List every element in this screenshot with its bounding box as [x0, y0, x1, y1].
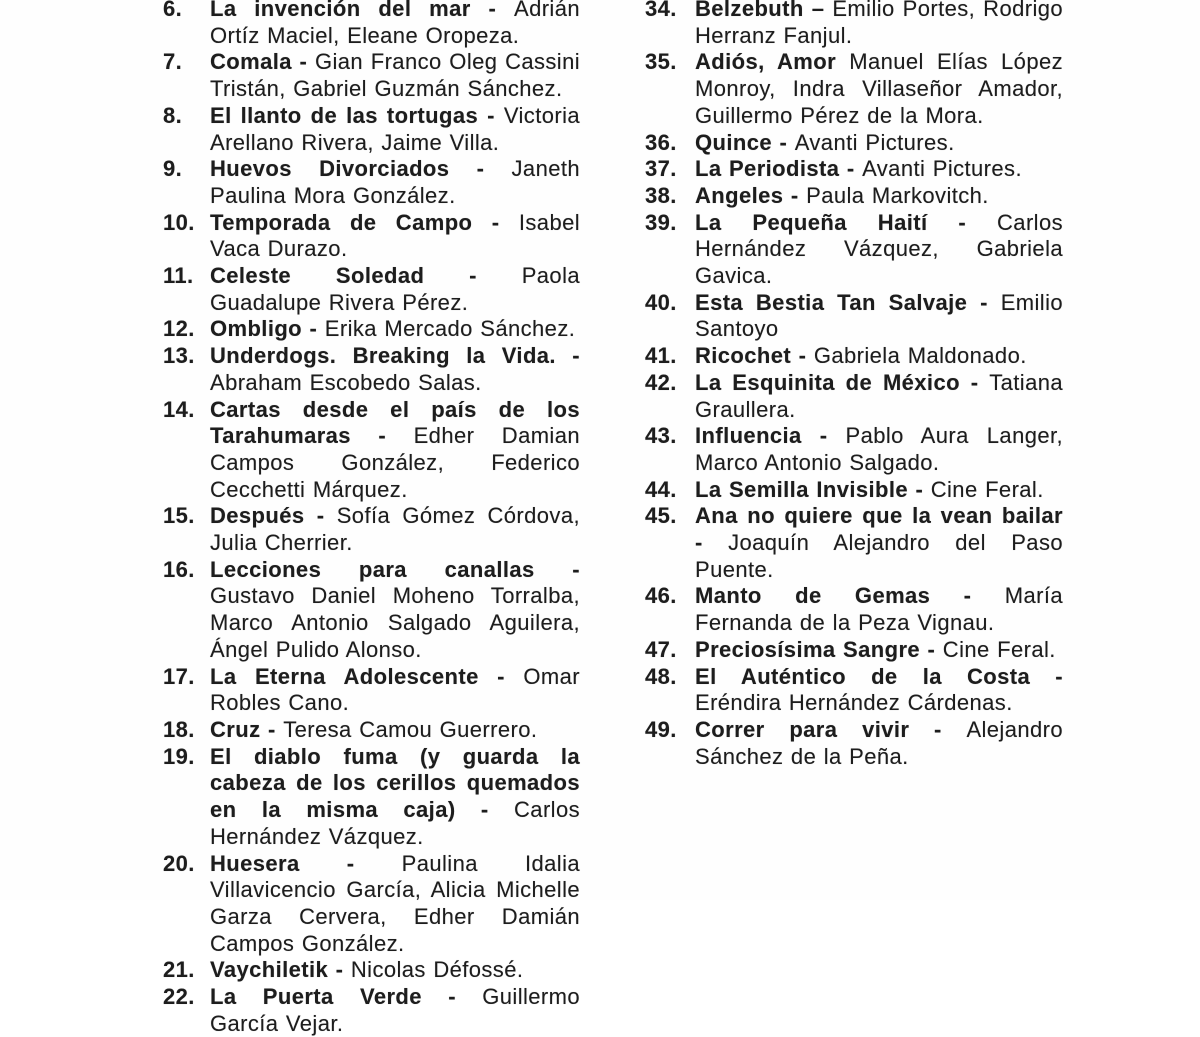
film-credits: Eréndira Hernández Cárdenas. [695, 690, 1013, 716]
item-text [695, 49, 1063, 129]
item-text [695, 183, 1063, 210]
film-list-item [163, 984, 580, 1037]
film-credits: Carlos Hernández Vázquez. [210, 797, 580, 849]
film-list-item [645, 477, 1063, 504]
film-list-item [163, 210, 580, 263]
film-title: El llanto de las tortugas - [210, 102, 504, 128]
film-list-item [163, 156, 580, 209]
film-credits: Sofía Gómez Córdova, Julia Cherrier. [210, 503, 580, 556]
item-number: 6. [163, 0, 183, 21]
film-credits: Carlos Hernández Vázquez, Gabriela Gavica. [695, 209, 1063, 289]
film-credits: Adrián Ortíz Maciel, Eleane Oropeza. [210, 0, 580, 48]
film-title: La Puerta Verde - [210, 984, 483, 1010]
film-list-column-right [645, 0, 1063, 770]
film-title: Influencia - [695, 423, 846, 449]
film-credits: Omar Robles Cano. [210, 663, 580, 716]
film-credits: María Fernanda de la Peza Vignau. [695, 583, 1063, 636]
item-number: 42. [645, 369, 677, 395]
item-number: 45. [645, 503, 677, 529]
film-list-item [163, 503, 580, 556]
film-credits: Alejandro Sánchez de la Peña. [695, 716, 1063, 769]
item-text [210, 503, 580, 556]
item-number: 35. [645, 49, 677, 75]
item-text [695, 370, 1063, 423]
film-list-item [645, 290, 1063, 343]
film-credits: Emilio Portes, Rodrigo Herranz Fanjul. [695, 0, 1063, 48]
film-credits: Pablo Aura Langer, Marco Antonio Salgado. [695, 423, 1063, 475]
item-text [695, 210, 1063, 290]
film-title: La Pequeña Haití - [695, 209, 998, 235]
item-text [695, 664, 1063, 717]
item-text [695, 717, 1063, 770]
film-title: Manto de Gemas - [695, 583, 1005, 609]
film-title: Adiós, Amor [695, 49, 850, 75]
film-credits: Paulina Idalia Villavicencio García, Alicia Michelle Garza Cervera, Edher Damián Campos González. [210, 850, 580, 956]
item-number: 9. [163, 156, 183, 182]
item-number: 37. [645, 156, 677, 182]
film-credits: Abraham Escobedo Salas. [210, 369, 482, 395]
film-list-item [645, 717, 1063, 770]
film-list-item [163, 103, 580, 156]
film-title: Cartas desde el país de los Tarahumaras - [210, 396, 580, 449]
film-credits: Gian Franco Oleg Cassini Tristán, Gabriel Guzmán Sánchez. [210, 49, 581, 102]
item-number: 41. [645, 343, 677, 369]
film-title: Esta Bestia Tan Salvaje - [695, 289, 1001, 315]
item-number: 39. [645, 209, 677, 235]
item-number: 12. [163, 316, 195, 342]
film-credits: Victoria Arellano Rivera, Jaime Villa. [210, 102, 580, 155]
item-number: 34. [645, 0, 677, 21]
film-credits: Teresa Camou Guerrero. [283, 716, 538, 742]
film-credits: Edher Damian Campos González, Federico Cecchetti Márquez. [210, 423, 580, 502]
film-list-item [645, 637, 1063, 664]
item-text [210, 957, 580, 984]
item-number: 44. [645, 476, 677, 502]
item-text [695, 637, 1063, 664]
film-title: Ombligo - [210, 316, 325, 342]
item-number: 49. [645, 716, 677, 742]
film-title: El Auténtico de la Costa - [695, 663, 1063, 689]
film-credits: Avanti Pictures. [794, 129, 955, 155]
item-text [210, 263, 580, 316]
film-credits: Gustavo Daniel Moheno Torralba, Marco Antonio Salgado Aguilera, Ángel Pulido Alonso. [210, 583, 580, 662]
item-text [695, 156, 1063, 183]
item-number: 40. [645, 289, 677, 315]
film-title: La Esquinita de México - [695, 369, 990, 395]
item-number: 11. [163, 263, 194, 289]
film-credits: Isabel Vaca Durazo. [210, 209, 580, 262]
film-list-item [163, 744, 580, 851]
film-list-item [645, 49, 1063, 129]
item-number: 47. [645, 636, 677, 662]
film-list-item [163, 664, 580, 717]
film-list-item [645, 423, 1063, 476]
film-title: La Semilla Invisible - [695, 476, 931, 502]
item-number: 18. [163, 716, 195, 742]
item-number: 38. [645, 182, 677, 208]
item-text [210, 0, 580, 49]
item-number: 13. [163, 343, 195, 369]
item-text [210, 156, 580, 209]
item-number: 46. [645, 583, 677, 609]
film-title: Belzebuth – [695, 0, 833, 21]
item-text [210, 984, 580, 1037]
item-text [210, 717, 580, 744]
item-text [695, 583, 1063, 636]
film-credits: Guillermo García Vejar. [210, 984, 580, 1036]
item-text [210, 851, 580, 958]
film-credits: Paola Guadalupe Rivera Pérez. [210, 263, 580, 315]
film-list-item [163, 557, 580, 664]
film-credits: Janeth Paulina Mora González. [210, 156, 580, 208]
item-text [695, 130, 1063, 157]
item-text [695, 290, 1063, 343]
item-number: 17. [163, 663, 195, 689]
item-text [210, 557, 580, 664]
item-text [695, 423, 1063, 476]
item-text [210, 343, 580, 396]
item-number: 10. [163, 209, 195, 235]
item-text [210, 210, 580, 263]
film-list-item [163, 49, 580, 102]
film-list-item [163, 0, 580, 49]
film-list-item [645, 183, 1063, 210]
film-credits: Joaquín Alejandro del Paso Puente. [695, 530, 1063, 582]
item-number: 20. [163, 850, 195, 876]
film-list-item [163, 397, 580, 504]
film-title: Vaychiletik - [210, 957, 351, 983]
film-list-item [163, 717, 580, 744]
film-list-item [645, 370, 1063, 423]
film-title: La invención del mar - [210, 0, 514, 21]
film-list-item [163, 316, 580, 343]
item-text [695, 343, 1063, 370]
film-title: Underdogs. Breaking la Vida. - [210, 343, 580, 369]
film-list-item [163, 343, 580, 396]
film-credits: Avanti Pictures. [862, 156, 1022, 182]
item-number: 15. [163, 503, 195, 529]
film-credits: Emilio Santoyo [695, 289, 1063, 342]
film-credits: Cine Feral. [942, 636, 1056, 662]
item-text [695, 477, 1063, 504]
film-credits: Erika Mercado Sánchez. [324, 316, 576, 342]
item-number: 19. [163, 743, 195, 769]
film-title: Correr para vivir - [695, 716, 967, 742]
film-credits: Cine Feral. [930, 476, 1044, 502]
item-text [210, 49, 580, 102]
film-list-item [645, 130, 1063, 157]
item-number: 21. [163, 957, 195, 983]
film-list-item [645, 503, 1063, 583]
film-title: El diablo fuma (y guarda la cabeza de los cerillos quemados en la misma caja) - [210, 743, 580, 823]
film-title: Huevos Divorciados - [210, 156, 512, 182]
film-title: Ricochet - [695, 343, 814, 369]
film-title: Preciosísima Sangre - [695, 636, 943, 662]
film-title: La Periodista - [695, 156, 863, 182]
item-text [210, 103, 580, 156]
film-list-item [163, 263, 580, 316]
film-list-item [163, 957, 580, 984]
film-title: Lecciones para canallas - [210, 556, 580, 582]
item-text [210, 397, 580, 504]
film-credits: Tatiana Graullera. [695, 369, 1063, 422]
item-number: 36. [645, 129, 677, 155]
film-title: Comala - [210, 49, 315, 75]
film-title: Huesera - [210, 850, 402, 876]
film-credits: Gabriela Maldonado. [813, 343, 1027, 369]
film-credits: Paula Markovitch. [806, 182, 989, 208]
film-list-item [645, 664, 1063, 717]
film-list-item [645, 0, 1063, 49]
item-number: 22. [163, 984, 195, 1010]
film-title: Celeste Soledad - [210, 263, 522, 289]
item-text [210, 664, 580, 717]
film-list-item [163, 851, 580, 958]
film-title: Ana no quiere que la vean bailar - [695, 503, 1063, 556]
item-text [695, 0, 1063, 49]
item-number: 7. [163, 49, 183, 75]
item-number: 14. [163, 396, 195, 422]
item-number: 16. [163, 556, 195, 582]
film-title: La Eterna Adolescente - [210, 663, 524, 689]
film-title: Quince - [695, 129, 795, 155]
film-title: Temporada de Campo - [210, 209, 519, 235]
film-title: Cruz - [210, 716, 284, 742]
item-text [210, 744, 580, 851]
film-credits: Manuel Elías López Monroy, Indra Villaseñor Amador, Guillermo Pérez de la Mora. [695, 49, 1063, 128]
item-number: 43. [645, 423, 677, 449]
film-list-item [645, 343, 1063, 370]
item-text [695, 503, 1063, 583]
item-number: 48. [645, 663, 677, 689]
film-list-item [645, 156, 1063, 183]
film-title: Después - [210, 503, 337, 529]
film-credits: Nicolas Défossé. [350, 957, 524, 983]
film-title: Angeles - [695, 182, 807, 208]
item-text [210, 316, 580, 343]
item-number: 8. [163, 102, 183, 128]
film-list-item [645, 583, 1063, 636]
film-list-item [645, 210, 1063, 290]
film-list-column-left [163, 0, 580, 1037]
